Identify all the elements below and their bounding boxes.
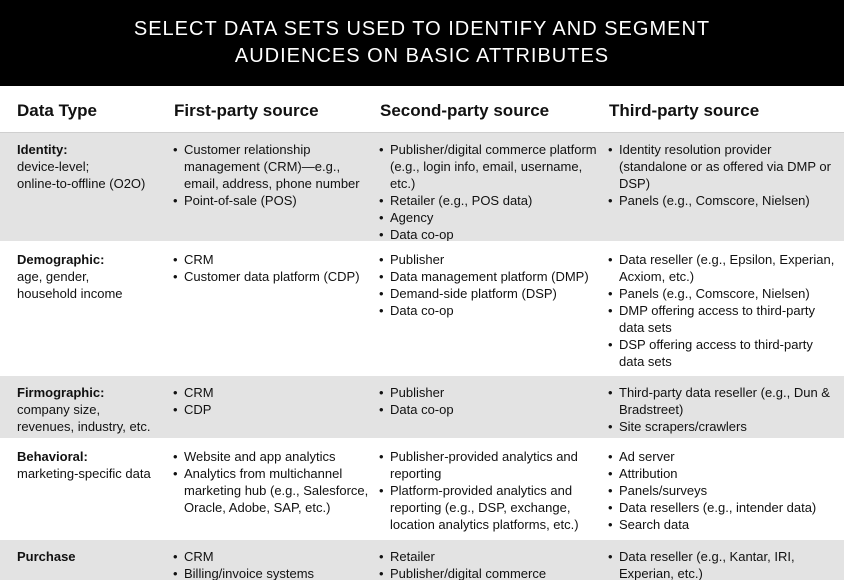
source-list-item: • Customer relationship management (CRM)—e.g., email, address, phone number — [172, 141, 372, 192]
source-list-item: • Data resellers (e.g., intender data) — [607, 499, 839, 516]
data-type-cell — [17, 384, 167, 435]
first-party-cell — [172, 251, 372, 285]
source-list-item: • CRM — [172, 251, 372, 268]
second-party-source-list — [378, 141, 603, 241]
source-list-item: • Point-of-sale (POS) — [172, 192, 372, 209]
source-list-item: • Publisher-provided analytics and reporting — [378, 448, 603, 482]
third-party-source-list — [607, 548, 839, 580]
source-list-item: • Demand-side platform (DSP) — [378, 285, 603, 302]
second-party-cell — [378, 548, 603, 580]
data-type-description: device-level; — [17, 159, 90, 174]
data-type-description: company size, — [17, 402, 101, 417]
third-party-source-list — [607, 384, 839, 435]
third-party-source-list — [607, 141, 839, 209]
source-list-item: • Publisher/digital commerce platform (e.g., login info, email, username, etc.) — [378, 141, 603, 192]
source-list-item: • Retailer (e.g., POS data) — [378, 192, 603, 209]
header-second-party: Second-party source — [380, 101, 550, 120]
third-party-cell — [607, 251, 839, 370]
source-list-item: • Customer data platform (CDP) — [172, 268, 372, 285]
source-list-item: • Panels (e.g., Comscore, Nielsen) — [607, 192, 839, 209]
second-party-cell — [378, 384, 603, 418]
second-party-cell — [378, 448, 603, 533]
data-type-cell — [17, 548, 167, 565]
third-party-source-list — [607, 448, 839, 533]
source-list-item: • CRM — [172, 384, 372, 401]
first-party-source-list — [172, 141, 372, 209]
source-list-item: • Billing/invoice systems — [172, 565, 372, 580]
header-third-party: Third-party source — [609, 101, 760, 120]
table-row — [0, 243, 844, 373]
source-list-item: • Agency — [378, 209, 603, 226]
title-banner — [0, 0, 844, 86]
second-party-cell — [378, 141, 603, 241]
first-party-source-list — [172, 251, 372, 285]
source-list-item: • Platform-provided analytics and reporting (e.g., DSP, exchange, location analytics platforms, etc.) — [378, 482, 603, 533]
table-header — [0, 86, 844, 133]
source-list-item: • Attribution — [607, 465, 839, 482]
third-party-source-list — [607, 251, 839, 370]
source-list-item: • CRM — [172, 548, 372, 565]
data-type-cell — [17, 251, 167, 302]
source-list-item: • Data co-op — [378, 401, 603, 418]
source-list-item: • DMP offering access to third-party data sets — [607, 302, 839, 336]
source-list-item: • Data co-op — [378, 226, 603, 241]
source-list-item: • Site scrapers/crawlers — [607, 418, 839, 435]
second-party-source-list — [378, 548, 603, 580]
third-party-cell — [607, 448, 839, 533]
source-list-item: • Retailer — [378, 548, 603, 565]
first-party-cell — [172, 548, 372, 580]
source-list-item: • Publisher — [378, 251, 603, 268]
data-type-description: household income — [17, 286, 123, 301]
data-type-cell — [17, 448, 167, 482]
first-party-source-list — [172, 548, 372, 580]
table-row — [0, 440, 844, 538]
table-row — [0, 540, 844, 580]
source-list-item: • Data reseller (e.g., Epsilon, Experian, Acxiom, etc.) — [607, 251, 839, 285]
data-type-description: age, gender, — [17, 269, 90, 284]
source-list-item: • Panels/surveys — [607, 482, 839, 499]
title-line-2: AUDIENCES ON BASIC ATTRIBUTES — [234, 45, 610, 67]
second-party-cell — [378, 251, 603, 319]
source-list-item: • Data management platform (DMP) — [378, 268, 603, 285]
source-list-item: • Search data — [607, 516, 839, 533]
data-type-description: marketing-specific data — [17, 466, 151, 481]
data-type-title: Behavioral: — [17, 449, 88, 464]
title-line-1: SELECT DATA SETS USED TO IDENTIFY AND SEGMENT — [133, 18, 711, 40]
data-type-title: Firmographic: — [17, 385, 105, 400]
second-party-source-list — [378, 448, 603, 533]
header-data-type: Data Type — [17, 101, 97, 120]
source-list-item: • Data co-op — [378, 302, 603, 319]
source-list-item: • Data reseller (e.g., Kantar, IRI, Experian, etc.) — [607, 548, 839, 580]
data-type-cell — [17, 141, 167, 192]
source-list-item: • Panels (e.g., Comscore, Nielsen) — [607, 285, 839, 302]
source-list-item: • Third-party data reseller (e.g., Dun & Bradstreet) — [607, 384, 839, 418]
source-list-item: • Publisher — [378, 384, 603, 401]
third-party-cell — [607, 141, 839, 209]
second-party-source-list — [378, 251, 603, 319]
data-type-title: Identity: — [17, 142, 68, 157]
header-first-party: First-party source — [174, 101, 319, 120]
source-list-item: • Website and app analytics — [172, 448, 372, 465]
source-list-item: • CDP — [172, 401, 372, 418]
third-party-cell — [607, 384, 839, 435]
source-list-item: • DSP offering access to third-party data sets — [607, 336, 839, 370]
table-row — [0, 376, 844, 438]
data-type-title: Demographic: — [17, 252, 105, 267]
third-party-cell — [607, 548, 839, 580]
data-type-title: Purchase — [17, 549, 76, 564]
source-list-item: • Publisher/digital commerce — [378, 565, 603, 580]
source-list-item: • Identity resolution provider (standalone or as offered via DMP or DSP) — [607, 141, 839, 192]
data-type-description: revenues, industry, etc. — [17, 419, 151, 434]
first-party-cell — [172, 141, 372, 209]
first-party-cell — [172, 448, 372, 516]
table-row — [0, 133, 844, 241]
data-type-description: online-to-offline (O2O) — [17, 176, 146, 191]
first-party-cell — [172, 384, 372, 418]
source-list-item: • Ad server — [607, 448, 839, 465]
first-party-source-list — [172, 384, 372, 418]
source-list-item: • Analytics from multichannel marketing hub (e.g., Salesforce, Oracle, Adobe, SAP, etc.) — [172, 465, 372, 516]
first-party-source-list — [172, 448, 372, 516]
second-party-source-list — [378, 384, 603, 418]
